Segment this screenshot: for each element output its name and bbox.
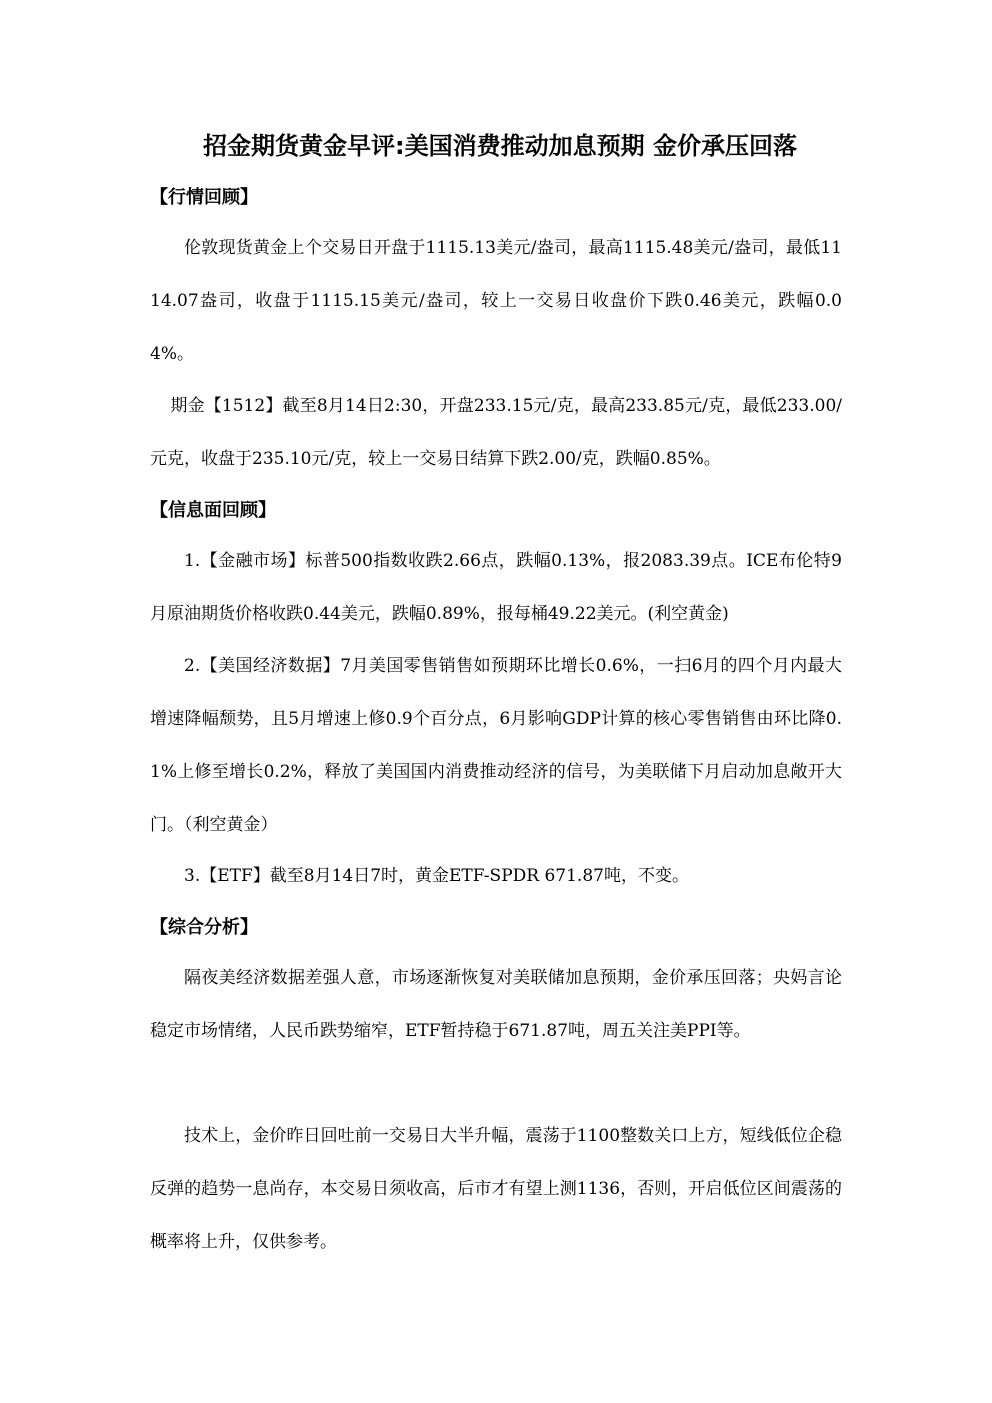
paragraph-etf: 3.【ETF】截至8月14日7时，黄金ETF-SPDR 671.87吨，不变。	[184, 866, 689, 886]
section-heading-analysis: 【综合分析】	[150, 917, 258, 938]
paragraph-us-economic-data: 2.【美国经济数据】7月美国零售销售如预期环比增长0.6%，一扫6月的四个月内最大增速降幅颓势，且5月增速上修0.9个百分点，6月影响GDP计算的核心零售销售由环比降0.1%上修至增长0.2%，释放了美国国内消费推动经济的信号，为美联储下月启动加息敞开大门。（利空黄金）	[150, 656, 842, 835]
section-heading-news-review: 【信息面回顾】	[150, 500, 276, 521]
paragraph-financial-markets: 1.【金融市场】标普500指数收跌2.66点，跌幅0.13%，报2083.39点。ICE布伦特9月原油期货价格收跌0.44美元，跌幅0.89%，报每桶49.22美元。(利空黄金)	[150, 551, 842, 624]
paragraph-technical-outlook: 技术上，金价昨日回吐前一交易日大半升幅，震荡于1100整数关口上方，短线低位企稳反弹的趋势一息尚存，本交易日须收高，后市才有望上测1136，否则，开启低位区间震荡的概率将上升，仅供参考。	[150, 1126, 842, 1252]
paragraph-gold-futures-1512: 期金【1512】截至8月14日2:30，开盘233.15元/克，最高233.85元/克，最低233.00/元克，收盘于235.10元/克，较上一交易日结算下跌2.00/克，跌幅0.85%。	[150, 396, 842, 469]
document-title: 招金期货黄金早评:美国消费推动加息预期 金价承压回落	[203, 132, 797, 160]
section-heading-market-review: 【行情回顾】	[150, 187, 258, 208]
paragraph-london-spot-gold: 伦敦现货黄金上个交易日开盘于1115.13美元/盎司，最高1115.48美元/盎司，最低1114.07盎司，收盘于1115.15美元/盎司，较上一交易日收盘价下跌0.46美元，跌幅0.04%。	[150, 238, 842, 364]
paragraph-overnight-summary: 隔夜美经济数据差强人意，市场逐渐恢复对美联储加息预期，金价承压回落；央妈言论稳定市场情绪，人民币跌势缩窄，ETF暂持稳于671.87吨，周五关注美PPI等。	[150, 968, 842, 1041]
